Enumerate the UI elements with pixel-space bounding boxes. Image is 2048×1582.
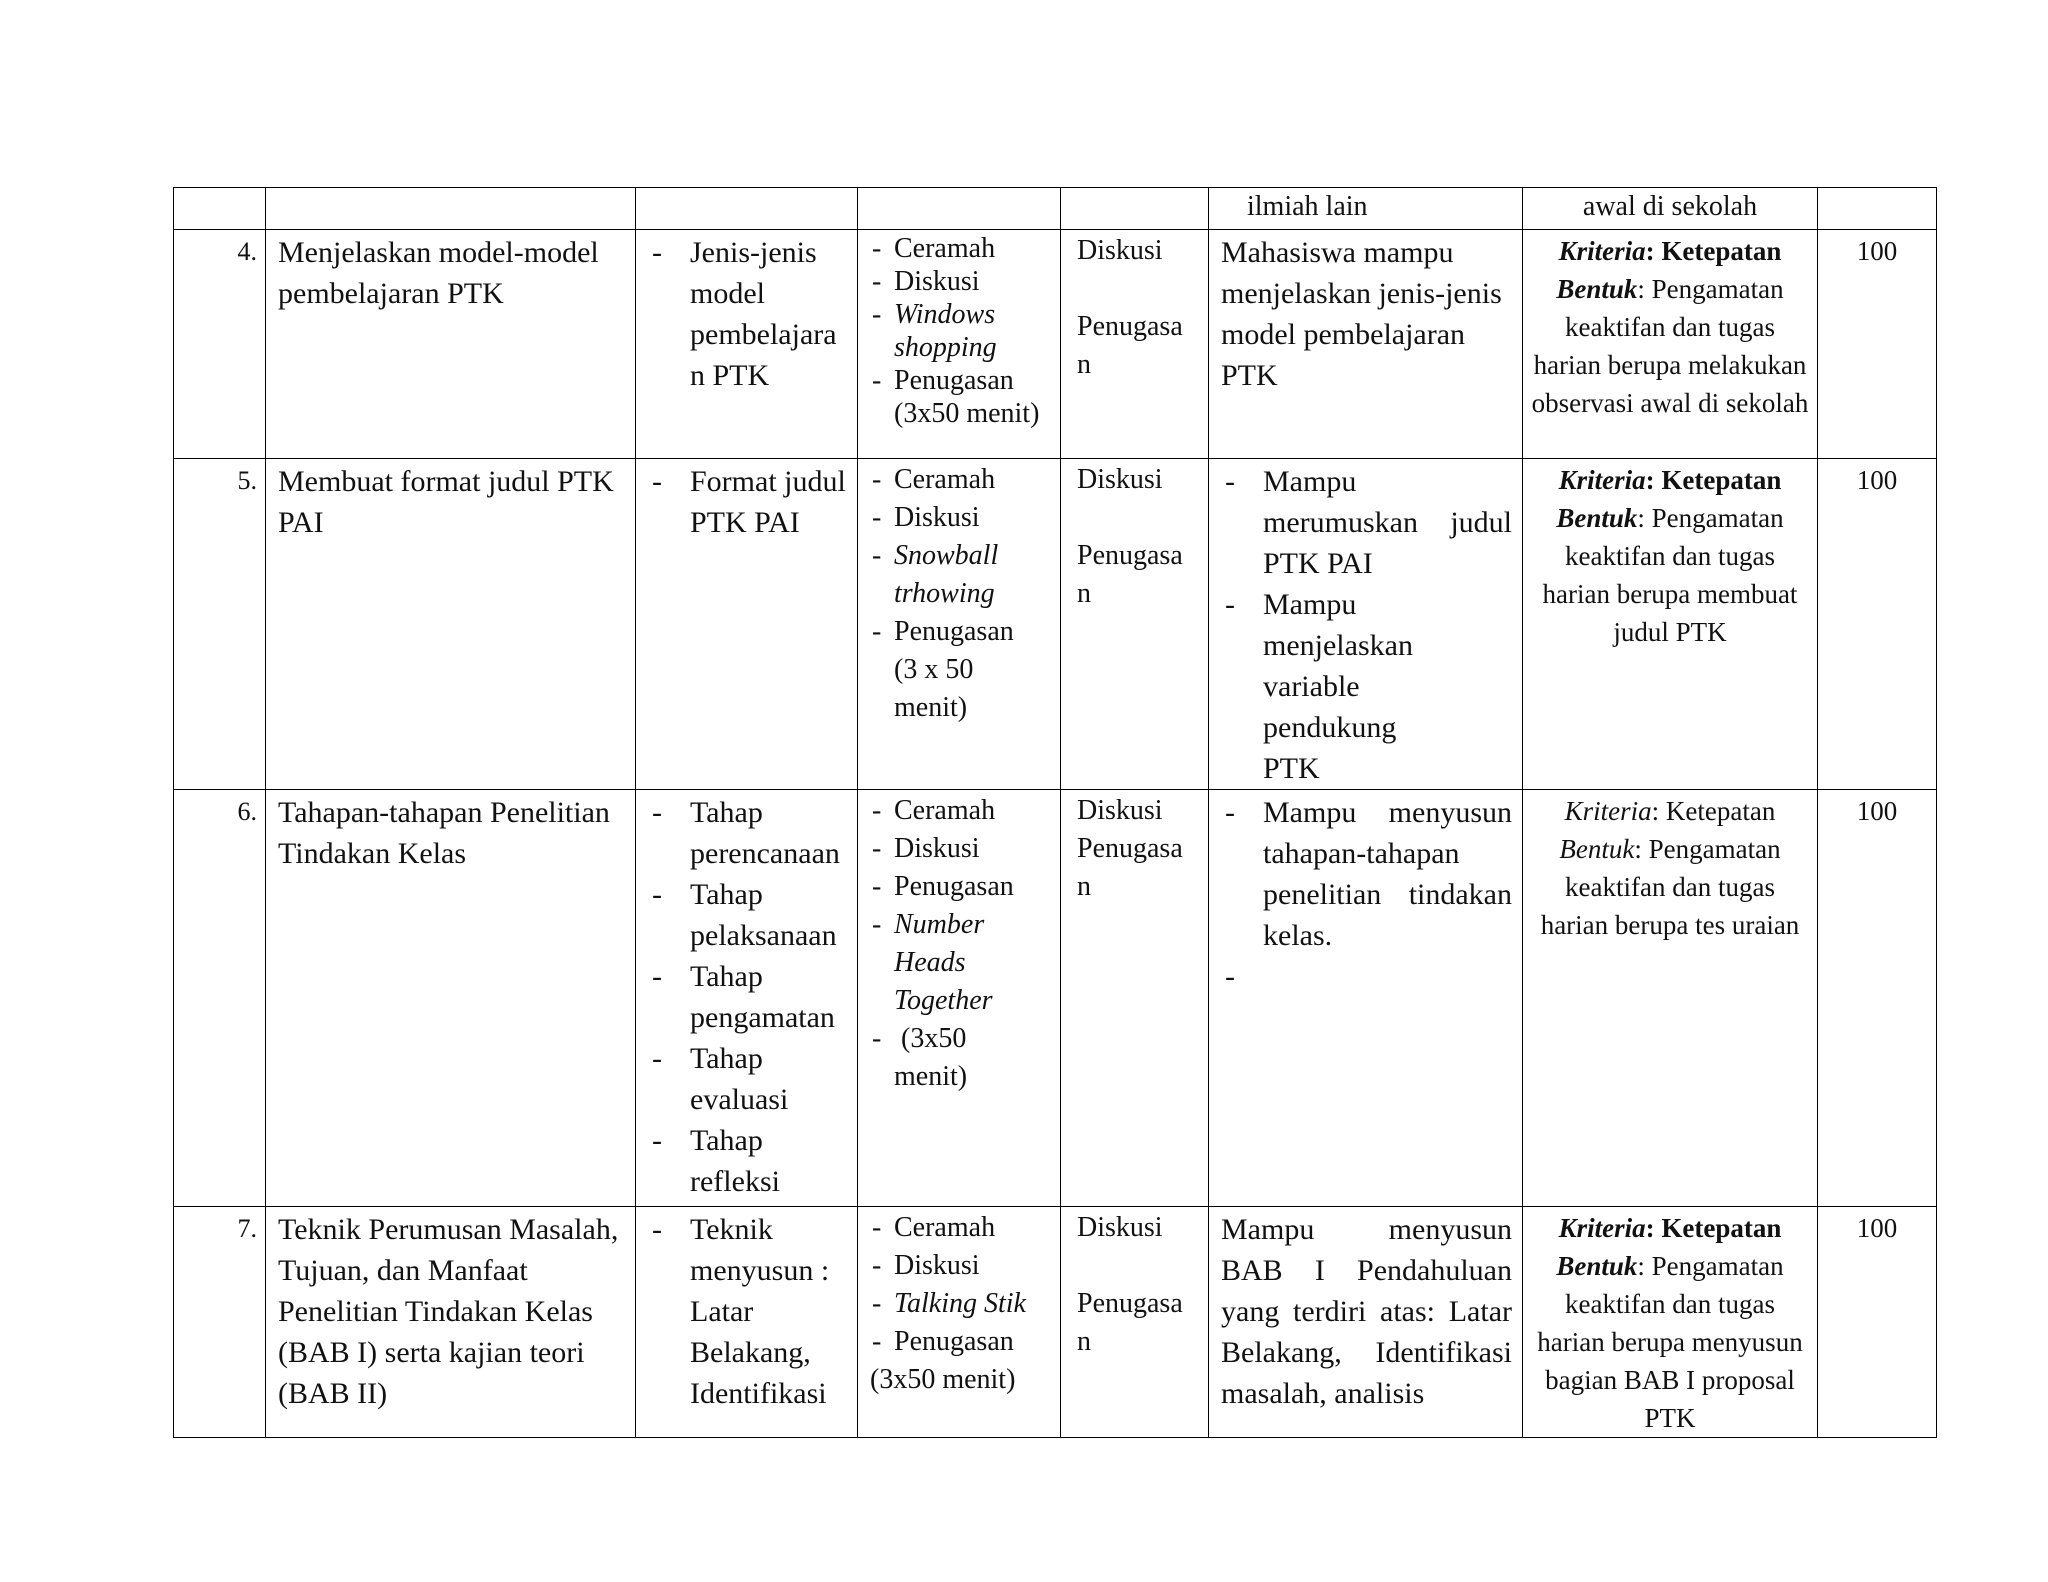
syllabus-table: [173, 187, 1937, 1438]
list-item: - Penugasan (3 x 50 menit): [870, 613, 1019, 727]
row-number: 6.: [174, 790, 266, 1207]
list-item: - Jenis-jenis model pembelajara n PTK: [648, 232, 847, 396]
score-cell: 100: [1818, 790, 1937, 1207]
outcome-cell: Mampu menyusun BAB I Pendahuluan yang terdiri atas: Latar Belakang, Identifikasi masalah, analisis: [1209, 1207, 1523, 1438]
methods-duration: (3x50 menit): [870, 1364, 1016, 1395]
form-label: Bentuk: [1556, 503, 1638, 533]
material-cell: [636, 230, 858, 459]
competence-cell: Menjelaskan model-model pembelajaran PTK: [266, 230, 636, 459]
list-item: - Mampu menjelaskan variable pendukung PTK: [1221, 584, 1423, 789]
criteria-label: Kriteria: [1558, 465, 1646, 495]
list-item: - Teknik menyusun : Latar Belakang, Identifikasi: [648, 1209, 847, 1414]
criteria-label: Kriteria: [1558, 1213, 1646, 1243]
experience-cell: [1061, 230, 1209, 459]
cell-outcome: ilmiah lain: [1209, 188, 1523, 230]
list-item: - Tahap refleksi: [648, 1120, 847, 1202]
table-row: [174, 790, 1937, 1207]
form-label: Bentuk: [1556, 274, 1638, 304]
list-item: - Ceramah: [870, 461, 1054, 499]
experience-line: Diskusi: [1077, 1212, 1163, 1243]
list-item: [1221, 956, 1512, 997]
list-item: - Windows shopping: [870, 298, 1054, 364]
methods-cell: [858, 790, 1061, 1207]
material-cell: [636, 1207, 858, 1438]
criteria-label: Kriteria: [1558, 236, 1646, 266]
list-item: - Number Heads Together: [870, 906, 1004, 1020]
outcome-cell: Mahasiswa mampu menjelaskan jenis-jenis model pembelajaran PTK: [1209, 230, 1523, 459]
row-number: 4.: [174, 230, 266, 459]
material-cell: [636, 459, 858, 790]
outcome-cell: [1209, 790, 1523, 1207]
form-label: Bentuk: [1556, 1251, 1638, 1281]
list-item: - Mampu merumuskan judul PTK PAI: [1221, 461, 1512, 584]
list-item: - Format judul PTK PAI: [648, 461, 847, 543]
list-item: - Diskusi: [870, 265, 1054, 298]
methods-cell: [858, 230, 1061, 459]
list-item: - Snowball trhowing: [870, 537, 1014, 613]
material-cell: [636, 790, 858, 1207]
cell-assessment: awal di sekolah: [1523, 188, 1818, 230]
list-item: - Diskusi: [870, 830, 1054, 868]
cell-experience: [1061, 188, 1209, 230]
assessment-cell: Kriteria: Ketepatan Bentuk: Pengamatan keaktifan dan tugas harian berupa menyusun bagian BAB I proposal PTK: [1523, 1207, 1818, 1438]
list-item: - Tahap evaluasi: [648, 1038, 847, 1120]
experience-line: Penugasa n: [1077, 311, 1183, 380]
experience-line: Diskusi: [1077, 464, 1163, 495]
list-item: - Tahap pelaksanaan: [648, 874, 847, 956]
table-row-continuation: [174, 188, 1937, 230]
cell-score: [1818, 188, 1937, 230]
row-number: 5.: [174, 459, 266, 790]
list-item: - Tahap pengamatan: [648, 956, 847, 1038]
list-item: - Ceramah: [870, 1209, 1054, 1247]
experience-cell: [1061, 1207, 1209, 1438]
competence-cell: Tahapan-tahapan Penelitian Tindakan Kelas: [266, 790, 636, 1207]
experience-line: Penugasa n: [1077, 1288, 1183, 1357]
methods-cell: [858, 1207, 1061, 1438]
list-item: - Tahap perencanaan: [648, 792, 847, 874]
assessment-cell: Kriteria: Ketepatan Bentuk: Pengamatan keaktifan dan tugas harian berupa tes uraian: [1523, 790, 1818, 1207]
experience-cell: [1061, 459, 1209, 790]
list-item: - Penugasan: [870, 868, 1054, 906]
score-cell: 100: [1818, 230, 1937, 459]
list-item: - Diskusi: [870, 499, 1054, 537]
list-item: - Ceramah: [870, 792, 1054, 830]
cell-no: [174, 188, 266, 230]
experience-line: Diskusi Penugasa n: [1077, 795, 1183, 902]
competence-cell: Membuat format judul PTK PAI: [266, 459, 636, 790]
assessment-cell: Kriteria: Ketepatan Bentuk: Pengamatan keaktifan dan tugas harian berupa melakukan observasi awal di sekolah: [1523, 230, 1818, 459]
list-item: - (3x50 menit): [870, 1020, 1004, 1096]
table-row: [174, 459, 1937, 790]
list-item: - Talking Stik: [870, 1285, 1054, 1323]
form-label: Bentuk: [1559, 834, 1635, 864]
list-item: - Ceramah: [870, 232, 1054, 265]
outcome-cell: [1209, 459, 1523, 790]
cell-material: [636, 188, 858, 230]
score-cell: 100: [1818, 1207, 1937, 1438]
list-item: - Penugasan (3x50 menit): [870, 364, 1054, 430]
cell-competence: [266, 188, 636, 230]
experience-cell: [1061, 790, 1209, 1207]
assessment-cell: Kriteria: Ketepatan Bentuk: Pengamatan keaktifan dan tugas harian berupa membuat judul PTK: [1523, 459, 1818, 790]
list-item: - Penugasan: [870, 1323, 1054, 1361]
competence-cell: Teknik Perumusan Masalah, Tujuan, dan Manfaat Penelitian Tindakan Kelas (BAB I) serta kajian teori (BAB II): [266, 1207, 636, 1438]
table-row: [174, 1207, 1937, 1438]
experience-line: Penugasa n: [1077, 540, 1183, 609]
criteria-label: Kriteria: [1564, 796, 1652, 826]
cell-methods: [858, 188, 1061, 230]
score-cell: 100: [1818, 459, 1937, 790]
list-item: - Mampu menyusun tahapan-tahapan penelitian tindakan kelas.: [1221, 792, 1512, 956]
table-row: [174, 230, 1937, 459]
methods-cell: [858, 459, 1061, 790]
experience-line: Diskusi: [1077, 235, 1163, 266]
list-item: - Diskusi: [870, 1247, 1054, 1285]
row-number: 7.: [174, 1207, 266, 1438]
